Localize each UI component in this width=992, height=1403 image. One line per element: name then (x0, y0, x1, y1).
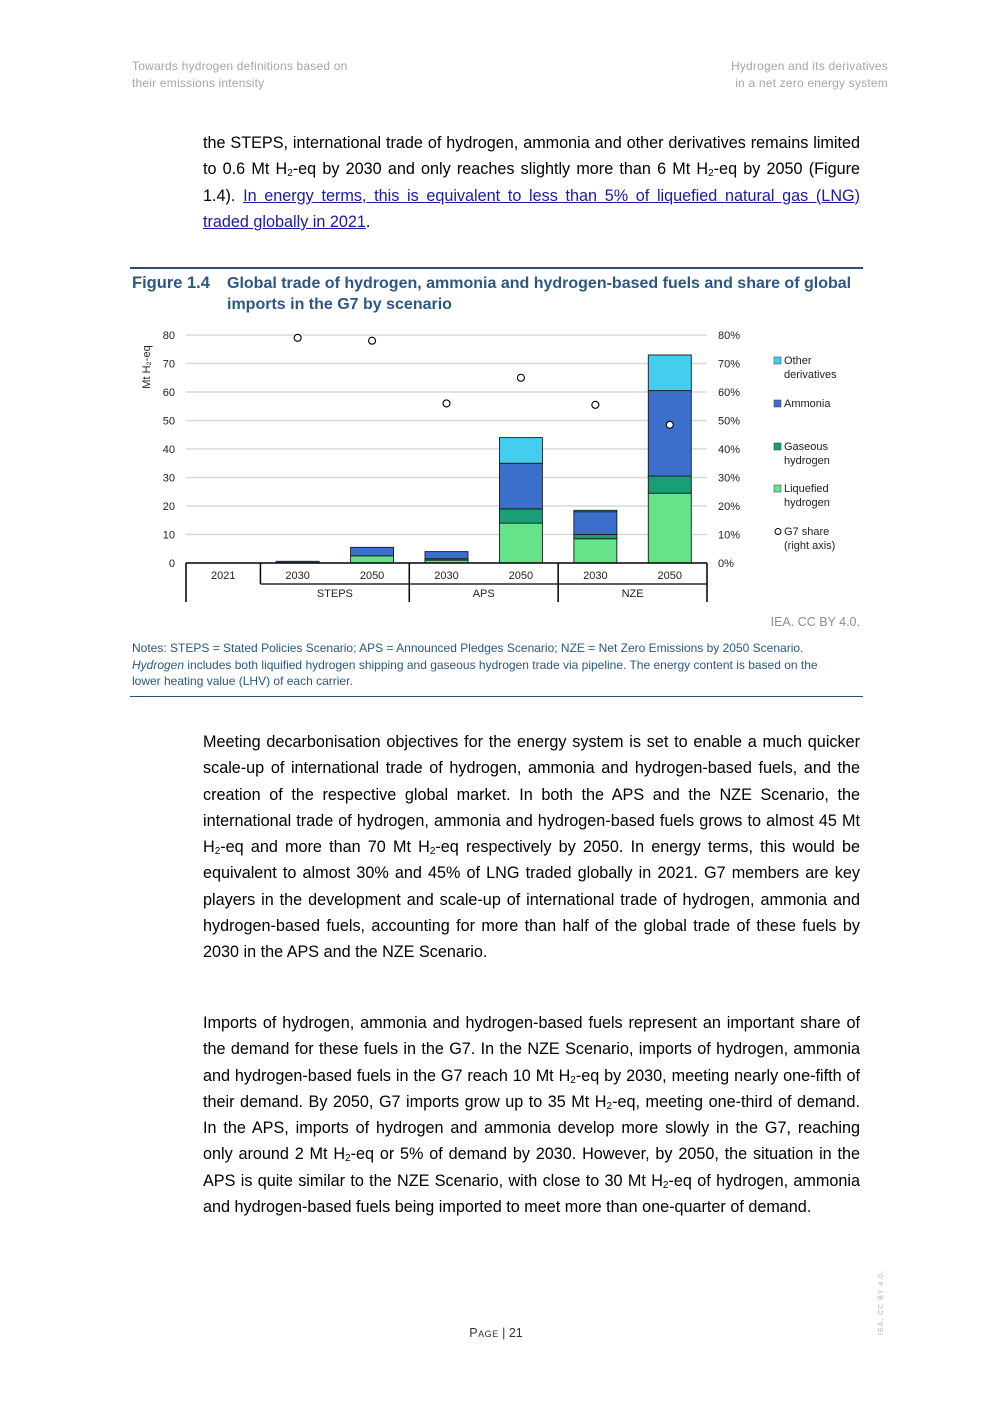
paragraph-text: Meeting decarbonisation objectives for the energy system is set to enable a much quicker scale-up of international trade of hydrogen, ammonia and hydrogen-based fuels, and the creation of the respective global market. In both the APS and the NZE Scenario, the international trade of hydrogen, ammonia and hydrogen-based fuels grows to almost 45 Mt H (203, 733, 860, 857)
intro-text: . (365, 212, 371, 231)
bar-segment (351, 547, 394, 556)
bar-segment (574, 510, 617, 511)
y-tick-label: 80 (162, 330, 175, 342)
bar-segment (351, 556, 394, 563)
legend-swatch (774, 443, 781, 450)
paragraph-text: -eq or 5% of demand by 2030. However, by 2050, the situation in the APS is quite similar to the NZE Scenario, with close to 30 Mt H (203, 1145, 860, 1190)
legend-label: Liquefied hydrogen (784, 483, 830, 509)
x-tick-label: 2030 (583, 570, 608, 582)
paragraph-text: -eq by 2030, meeting nearly one-fifth of their demand. By 2050, G7 imports grow up to 35 Mt H (203, 1066, 860, 1111)
header-left-line2: their emissions intensity (132, 76, 265, 90)
running-header-left (132, 58, 348, 92)
notes-text: includes both liquified hydrogen shipping and gaseous hydrogen trade via pipeline. The energy content is based on the lower heating value (LHV) of each carrier. (132, 657, 818, 688)
legend-label: Ammonia (784, 398, 831, 410)
g7-share-point (369, 337, 376, 344)
figure-bottom-rule (130, 696, 863, 697)
side-license-note: IEA. CC BY 4.0. (878, 1269, 885, 1335)
figure-notes (132, 640, 832, 690)
page-footer (0, 1326, 992, 1340)
y-tick-label: 60 (162, 387, 175, 399)
bar-segment (574, 539, 617, 563)
intro-text: the STEPS, international trade of hydrogen, ammonia and other derivatives remains limited to 0.6 Mt H (203, 134, 860, 179)
paragraph-text: -eq respectively by 2050. In energy terms, this would be equivalent to almost 30% and 45% of LNG traded globally in 2021. G7 members are key players in the development and scale-up of international trade of hydrogen, ammonia and hydrogen-based fuels, accounting for more than half of the global trade of these fuels by 2030 in the APS and the NZE Scenario. (203, 838, 860, 962)
running-header-right (731, 58, 888, 92)
header-left-line1: Towards hydrogen definitions based on (132, 59, 348, 73)
x-tick-label: 2021 (210, 570, 236, 582)
chart-legend (774, 355, 837, 552)
y2-tick-label: 0% (718, 558, 734, 570)
page-word: Page (469, 1326, 499, 1340)
legend-label: Gaseous hydrogen (784, 441, 830, 467)
figure-top-rule (130, 267, 863, 269)
bar-segment (648, 355, 691, 391)
y-tick-label: 20 (162, 501, 175, 513)
y2-tick-label: 20% (718, 501, 741, 513)
bar-segment (499, 438, 542, 464)
y-tick-label: 0 (168, 558, 175, 570)
y-tick-label: 30 (162, 472, 175, 485)
figure-credit: IEA. CC BY 4.0. (770, 615, 860, 629)
y2-tick-label: 60% (718, 387, 741, 399)
y2-tick-label: 40% (718, 444, 741, 456)
y2-tick-label: 30% (718, 472, 741, 485)
legend-label: Other derivatives (784, 355, 837, 381)
g7-share-point (666, 421, 673, 428)
paragraph-text: -eq and more than 70 Mt H (220, 838, 430, 857)
intro-paragraph (203, 130, 860, 235)
legend-label: G7 share (right axis) (784, 526, 836, 552)
subscript: 2 (214, 846, 221, 858)
lng-comparison-link[interactable]: In energy terms, this is equivalent to less than 5% of liquefied natural gas (LNG) traded globally in 2021 (203, 186, 860, 231)
g7-share-point (443, 400, 450, 407)
y-tick-label: 70 (162, 358, 175, 371)
g7-share-point (294, 334, 301, 341)
bar-segment (276, 561, 319, 563)
subscript: 2 (429, 846, 436, 858)
x-tick-label: 2030 (285, 570, 310, 582)
y-axis-title: Mt H₂-eq (141, 345, 153, 389)
y2-tick-label: 50% (718, 415, 741, 428)
bar-segment (499, 509, 542, 523)
intro-text: -eq by 2030 and only reaches slightly more than 6 Mt H (292, 160, 709, 179)
g7-share-point (517, 374, 524, 381)
notes-text: Notes: STEPS = Stated Policies Scenario; APS = Announced Pledges Scenario; NZE = Net Zero Emissions by 2050 Scenario. (132, 641, 804, 655)
y2-tick-label: 10% (718, 529, 741, 542)
y-tick-label: 10 (162, 529, 175, 542)
body-paragraph-2 (203, 1010, 860, 1220)
subscript: 2 (287, 168, 293, 180)
legend-swatch (774, 485, 781, 492)
bar-segment (425, 559, 468, 560)
intro-text: -eq by 2050 (Figure 1.4). (203, 160, 860, 205)
legend-swatch (774, 400, 781, 407)
paragraph-text: -eq of hydrogen, ammonia and hydrogen-based fuels being imported to meet more than one-quarter of demand. (203, 1171, 860, 1217)
notes-italic: Hydrogen (132, 657, 185, 672)
subscript: 2 (708, 168, 714, 180)
group-label: APS (472, 588, 495, 600)
header-right-line2: in a net zero energy system (735, 76, 888, 90)
bar-segment (499, 463, 542, 509)
bar-segment (574, 512, 617, 535)
bar-segment (425, 560, 468, 563)
bar-segment (648, 391, 691, 477)
chart-gridlines (186, 335, 707, 535)
bar-segment (574, 535, 617, 539)
g7-share-point (592, 401, 599, 408)
group-label: NZE (621, 588, 644, 600)
paragraph-text: -eq, meeting one-third of demand. In the APS, imports of hydrogen and ammonia develop more slowly in the G7, reaching only around 2 Mt H (203, 1092, 860, 1164)
legend-swatch (774, 357, 781, 364)
subscript: 2 (606, 1100, 613, 1112)
x-tick-label: 2030 (434, 570, 459, 582)
page-number: 21 (508, 1326, 523, 1340)
x-tick-label: 2050 (508, 570, 534, 582)
y2-tick-label: 70% (718, 358, 741, 371)
y-tick-label: 50 (162, 415, 175, 428)
chart-bars (276, 355, 691, 563)
x-tick-label: 2050 (657, 570, 683, 582)
chart-axes (141, 330, 740, 602)
paragraph-text: Imports of hydrogen, ammonia and hydrogen-based fuels represent an important share of the demand for these fuels in the G7. In the NZE Scenario, imports of hydrogen, ammonia and hydrogen-based fuels in the G7 reach 10 Mt H (203, 1014, 860, 1085)
body-paragraph-1 (203, 729, 860, 966)
y2-tick-label: 80% (718, 330, 741, 342)
bar-segment (425, 552, 468, 559)
subscript: 2 (662, 1179, 669, 1191)
page-separator: | (498, 1326, 509, 1340)
legend-marker (775, 529, 781, 535)
bar-segment (648, 476, 691, 493)
header-right-line1: Hydrogen and its derivatives (730, 59, 888, 73)
figure-title: Global trade of hydrogen, ammonia and hydrogen-based fuels and share of global imports in the G7 by scenario (227, 275, 852, 313)
bar-segment (499, 523, 542, 563)
subscript: 2 (345, 1153, 351, 1165)
subscript: 2 (570, 1074, 576, 1086)
y-tick-label: 40 (162, 444, 175, 456)
chart-g7-share-points (294, 334, 673, 428)
x-tick-label: 2050 (359, 570, 385, 582)
bar-segment (648, 493, 691, 563)
figure-label: Figure 1.4 (132, 274, 210, 292)
group-label: STEPS (316, 588, 353, 600)
